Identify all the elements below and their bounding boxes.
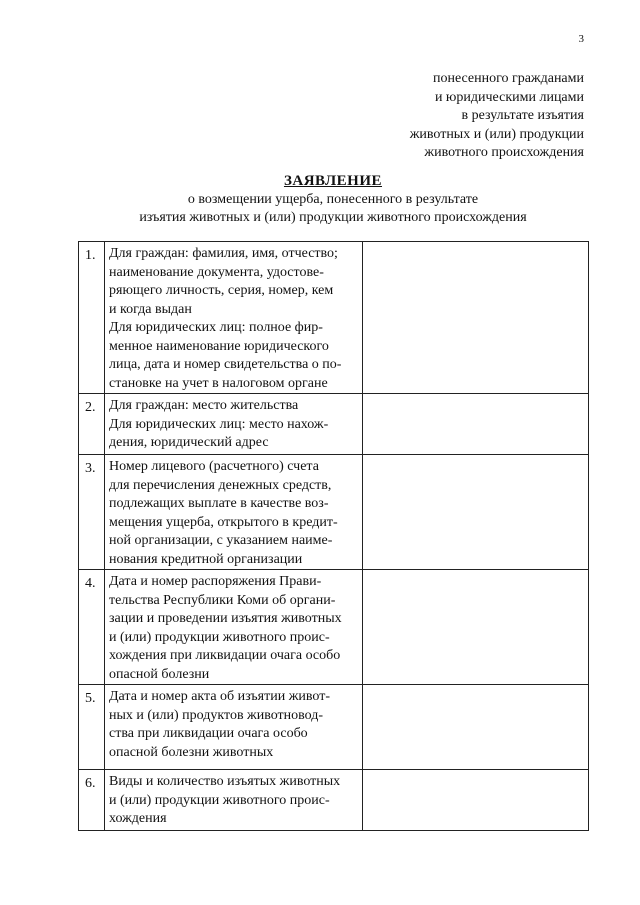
document-subtitle-line: изъятия животных и (или) продукции животного происхождения — [139, 210, 527, 225]
row-number: 5. — [79, 685, 105, 770]
label-line: тельства Республики Коми об органи- — [109, 592, 336, 608]
row-value-field[interactable] — [363, 570, 589, 685]
label-line: Для юридических лиц: место нахож- — [109, 416, 329, 432]
header-reference-block — [410, 70, 584, 163]
label-line: хождения при ликвидации очага особо — [109, 648, 341, 663]
label-line: зации и проведении изъятия животных — [109, 611, 342, 626]
row-label — [105, 455, 363, 570]
label-line: Для граждан: фамилия, имя, отчество; — [109, 246, 338, 261]
header-line: и юридическими лицами — [434, 89, 584, 105]
label-line: ряющего личность, серия, номер, кем — [109, 283, 334, 298]
row-label — [105, 685, 363, 770]
document-subtitle-line: о возмещении ущерба, понесенного в результате — [187, 192, 479, 207]
label-line: лица, дата и номер свидетельства о по- — [109, 357, 342, 372]
label-line: становке на учет в налоговом органе — [109, 375, 328, 391]
row-value-field[interactable] — [363, 242, 589, 394]
label-line: дения, юридический адрес — [109, 435, 269, 450]
table-row — [79, 685, 589, 770]
label-line: Номер лицевого (расчетного) счета — [109, 459, 319, 474]
label-line: подлежащих выплате в качестве воз- — [109, 496, 329, 511]
header-line: в результате изъятия — [461, 108, 584, 123]
table-row — [79, 242, 589, 394]
row-value-field[interactable] — [363, 770, 589, 831]
row-value-field[interactable] — [363, 685, 589, 770]
label-line: Виды и количество изъятых животных — [109, 774, 341, 789]
row-label — [105, 394, 363, 455]
row-number: 3. — [79, 455, 105, 570]
row-label — [105, 570, 363, 685]
table-row — [79, 570, 589, 685]
table-row — [79, 455, 589, 570]
label-line: ных и (или) продуктов животновод- — [109, 707, 324, 723]
application-form-table — [78, 241, 589, 831]
header-line: понесенного гражданами — [432, 71, 584, 86]
label-line: и когда выдан — [109, 301, 192, 317]
label-line: хождения — [109, 811, 167, 826]
header-line: животных и (или) продукции — [409, 126, 584, 142]
label-line: и (или) продукции животного проис- — [109, 629, 330, 645]
label-line: опасной болезни животных — [109, 744, 274, 760]
document-title: ЗАЯВЛЕНИЕ — [283, 173, 383, 189]
page-number: 3 — [578, 33, 584, 45]
row-label — [105, 242, 363, 394]
label-line: Для граждан: место жительства — [109, 398, 299, 413]
label-line: Дата и номер распоряжения Прави- — [109, 574, 322, 589]
table-row — [79, 770, 589, 831]
label-line: ной организации, с указанием наиме- — [109, 533, 333, 548]
label-line: наименование документа, удостове- — [109, 264, 324, 280]
label-line: ства при ликвидации очага особо — [109, 726, 308, 741]
header-line: животного происхождения — [424, 145, 584, 160]
label-line: и (или) продукции животного проис- — [109, 792, 330, 808]
label-line: для перечисления денежных средств, — [109, 477, 332, 493]
label-line: опасной болезни — [109, 666, 210, 682]
label-line: Дата и номер акта об изъятии живот- — [109, 689, 330, 704]
label-line: мещения ущерба, открытого в кредит- — [109, 514, 338, 530]
row-number: 4. — [79, 570, 105, 685]
label-line: Для юридических лиц: полное фир- — [109, 320, 323, 335]
row-value-field[interactable] — [363, 394, 589, 455]
row-number: 6. — [79, 770, 105, 831]
row-label — [105, 770, 363, 831]
label-line: нования кредитной организации — [109, 551, 303, 567]
row-number: 2. — [79, 394, 105, 455]
title-block — [78, 172, 588, 227]
label-line: менное наименование юридического — [109, 338, 329, 354]
row-value-field[interactable] — [363, 455, 589, 570]
table-row — [79, 394, 589, 455]
row-number: 1. — [79, 242, 105, 394]
